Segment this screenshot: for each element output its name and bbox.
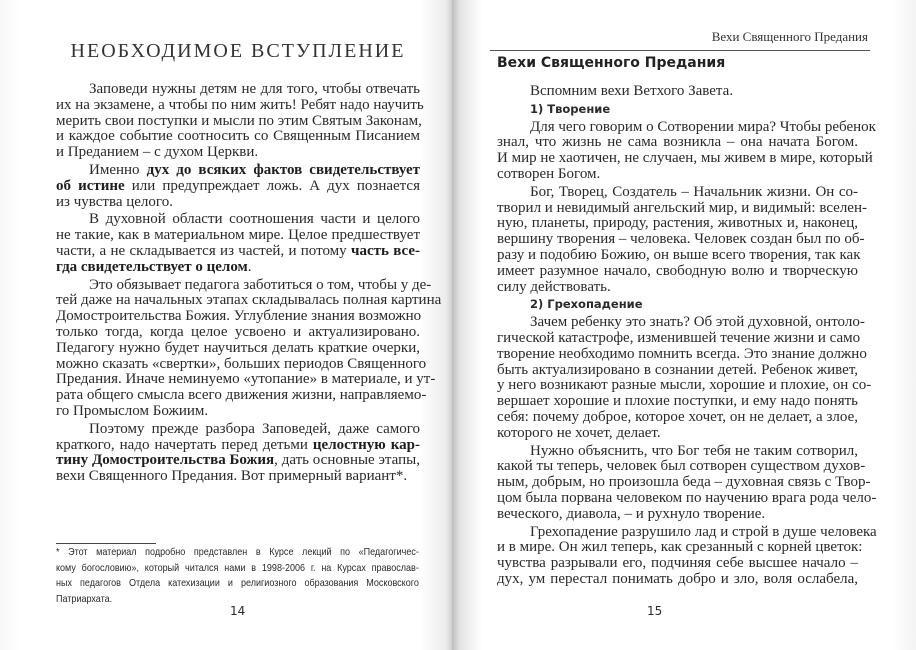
text-run: чувства разрывали его, подчиняя себе высшее начало – — [497, 555, 858, 572]
text-run: , дать основные этапы, — [274, 452, 420, 469]
text-run: вершает хорошие и плохие поступки, и ему надо понять — [497, 393, 858, 410]
text-run: В духовной области соотношения части и целого — [89, 211, 420, 228]
subsection-heading: 2) Грехопадение — [530, 297, 643, 312]
page-number: 15 — [647, 604, 663, 618]
footnote — [56, 545, 419, 607]
text-run: Грехопадение разрушило лад и строй в душе человека — [530, 523, 877, 540]
text-line — [56, 355, 427, 373]
text-run: и каждое событие соотносить со Священным Писанием — [56, 128, 420, 145]
text-line — [497, 185, 858, 201]
text-line — [56, 453, 420, 469]
text-run: только тогда, когда целое усвоено и актуализировано. — [56, 323, 420, 340]
text-line — [56, 163, 420, 179]
text-run: краткого, надо начертать перед детьми — [56, 436, 313, 453]
text-line — [56, 96, 424, 114]
text-line — [56, 576, 419, 592]
paragraph — [56, 422, 420, 485]
text-run: тей даже на начальных этапах складывалась полная картина — [56, 292, 442, 309]
text-run: кому богословию», который читался нами в 1998-2006 г. на Курсах православ- — [56, 562, 419, 574]
text-line — [497, 377, 872, 394]
text-line — [497, 523, 877, 541]
text-run: и Преданием – с духом Церкви. — [56, 144, 259, 161]
text-run: дух, ум перестал понимать добро и зло, воля ослабела, — [497, 570, 858, 587]
text-line — [497, 216, 858, 232]
bold-text: гда свидетельствует о целом — [56, 258, 248, 275]
text-run: имеет разумное начало, свободную волю и творческую — [497, 262, 858, 279]
text-line — [497, 489, 877, 507]
text-run: сотворен Богом. — [497, 165, 601, 182]
subsection-heading: 1) Творение — [530, 101, 611, 116]
page-number: 14 — [230, 604, 246, 618]
text-line — [497, 556, 858, 572]
text-line — [56, 179, 420, 195]
text-run: их на экзамене, а чтобы по ним жить! Ребят надо научить — [56, 96, 424, 113]
text-line — [497, 444, 858, 460]
text-line — [497, 167, 858, 183]
bold-text: тину Домостроительства Божия — [56, 452, 275, 469]
text-run: быть актуализировано в сознании детей. Ребенок живет, — [497, 361, 858, 378]
text-run: знал, что жизнь не сама возникла – она начата Богом. — [497, 134, 858, 151]
text-line — [56, 228, 420, 244]
text-run: Заповеди нужны детям не для того, чтобы отвечать — [89, 81, 420, 97]
paragraph — [56, 276, 442, 420]
text-line — [497, 458, 866, 475]
text-line — [56, 292, 442, 309]
left-page-14 — [0, 0, 452, 650]
text-run: части, а не складывается из частей, и потому — [56, 242, 351, 259]
text-line — [56, 325, 420, 341]
text-line — [497, 345, 867, 363]
bold-text: часть все- — [350, 242, 420, 259]
text-run: из чувства целого. — [56, 193, 173, 210]
text-line — [56, 212, 420, 228]
text-line — [56, 145, 420, 161]
text-run: творение необходимо помнить всегда. Это знание должно — [497, 345, 867, 362]
text-run: веческого, диавола, – и рухнуло творение. — [497, 505, 766, 522]
bold-text: об истине — [56, 177, 125, 194]
text-run: Патриархата. — [56, 593, 113, 605]
text-line — [56, 545, 419, 561]
text-run: Бог, Творец, Создатель – Начальник жизни. Он со- — [530, 183, 858, 200]
text-line — [497, 539, 863, 556]
text-run: или предупреждает ложь. А дух познается — [124, 177, 420, 194]
running-header: Вехи Священного Предания — [711, 29, 868, 44]
text-run: не такие, как в материальном мире. Целое предшествует — [56, 227, 420, 244]
text-line — [56, 404, 420, 420]
chapter-title: НЕОБХОДИМОЕ ВСТУПЛЕНИЕ — [70, 40, 406, 62]
text-line — [497, 231, 865, 248]
text-line — [56, 309, 420, 325]
text-line — [497, 329, 861, 347]
text-line — [497, 363, 858, 379]
text-line — [56, 244, 420, 260]
paragraph — [497, 523, 877, 588]
text-run: можно сказать «свертки», больших периодов Священного — [56, 355, 427, 372]
header-rule — [490, 50, 870, 51]
text-run: силу действовать. — [497, 278, 611, 295]
text-line — [497, 394, 858, 410]
text-run: Именно — [89, 161, 147, 178]
text-line — [56, 276, 432, 294]
text-line — [497, 84, 858, 100]
text-line — [497, 314, 865, 331]
text-run: Поэтому прежде разбора Заповедей, даже самого — [89, 420, 420, 437]
paragraph — [56, 163, 420, 210]
bold-text: дух до всяких фактов свидетельствует — [146, 161, 420, 178]
text-run: у него возникают разные мысли, хорошие и плохие, он со- — [497, 377, 872, 394]
text-line — [56, 387, 427, 404]
text-run: * Этот материал подробно представлен в Курсе лекций по «Педагогичес- — [56, 547, 419, 558]
text-run: ным, добрым, но произошла беда – духовная связь с Твор- — [497, 474, 871, 491]
text-run: Зачем ребенку это знать? Об этой духовной, онтоло- — [530, 314, 865, 331]
bold-text: целостную кар- — [312, 436, 420, 453]
text-line — [56, 341, 420, 357]
text-run: И мир не хаотичен, не случаен, мы живем в мире, который — [497, 150, 873, 167]
text-run: творил и невидимый ангельский мир, и видимый: вселен- — [497, 199, 867, 216]
text-run: ную, планеты, природу, растения, животных и, наконец, — [497, 215, 858, 232]
text-line — [56, 129, 420, 145]
paragraph — [497, 314, 872, 441]
text-run: мерить свои поступки и мысли по этим Святым Законам, — [56, 112, 422, 129]
text-line — [497, 572, 858, 588]
text-run: которого не хочет, делает. — [497, 424, 661, 441]
text-run: цом была порвана человеком по научению врага рода чело- — [497, 489, 877, 506]
text-run: Педагогу нужно будет научиться делать краткие очерки, — [56, 339, 420, 356]
text-run: го Промыслом Божиим. — [56, 402, 209, 419]
text-line — [56, 82, 420, 98]
text-run: Для чего говорим о Сотворении мира? Чтобы ребенок — [530, 118, 876, 135]
text-run: рата общего смысла всего движения жизни, направляемо- — [56, 387, 427, 404]
text-run: себя: почему доброе, которое хочет, он не делает, а злое, — [497, 408, 858, 425]
text-line — [497, 426, 858, 442]
text-run: ных педагогов Отдела катехизации и религиозного образования Московского — [56, 578, 419, 589]
text-line — [497, 507, 858, 523]
text-line — [497, 264, 858, 280]
text-line — [56, 114, 420, 130]
right-page-15 — [452, 0, 916, 650]
text-run: Нужно объяснить, что Бог тебя не таким сотворил, — [530, 442, 858, 459]
text-line — [497, 118, 876, 136]
text-run: разу и подобию Божию, он выше всего творения, так как — [497, 246, 861, 263]
paragraph — [56, 81, 424, 161]
text-line — [497, 199, 867, 217]
paragraph — [56, 212, 420, 275]
text-line — [497, 410, 858, 426]
right-body-text — [497, 82, 877, 588]
text-run: Предания. Иначе неминуемо «утопание» в материале, и ут- — [56, 371, 436, 388]
paragraph — [497, 183, 867, 296]
text-line — [497, 280, 858, 296]
text-line — [56, 371, 436, 388]
text-run: . — [247, 258, 252, 275]
text-line — [497, 150, 873, 167]
paragraph — [497, 118, 876, 183]
text-run: Это обязывает педагога заботиться о том, чтобы у де- — [89, 276, 432, 293]
text-line — [497, 135, 858, 151]
footnote-divider — [56, 543, 156, 544]
text-line — [56, 260, 420, 276]
text-line — [497, 474, 871, 491]
section-heading: Вехи Священного Предания — [497, 55, 726, 71]
text-run: какой ты теперь, человек был сотворен существом духов- — [497, 458, 866, 475]
paragraph — [497, 84, 858, 100]
text-line — [56, 438, 420, 454]
text-line — [56, 422, 420, 438]
text-line — [497, 246, 861, 264]
text-run: Домостроительства Божия. Углубление знания возможно — [56, 308, 422, 325]
left-body-text — [56, 80, 442, 485]
text-run: вершину творения – человека. Человек создан был по об- — [497, 231, 865, 248]
text-line — [56, 469, 420, 485]
text-run: гической катастрофе, изменившей течение жизни и само — [497, 329, 861, 346]
text-run: вехи Священного Предания. Вот примерный вариант*. — [56, 468, 408, 485]
text-line — [56, 195, 420, 211]
text-run: и в мире. Он жил теперь, как срезанный с корней цветок: — [497, 539, 863, 556]
text-line — [56, 561, 419, 577]
paragraph — [497, 442, 877, 523]
text-run: Вспомним вехи Ветхого Завета. — [530, 83, 734, 99]
